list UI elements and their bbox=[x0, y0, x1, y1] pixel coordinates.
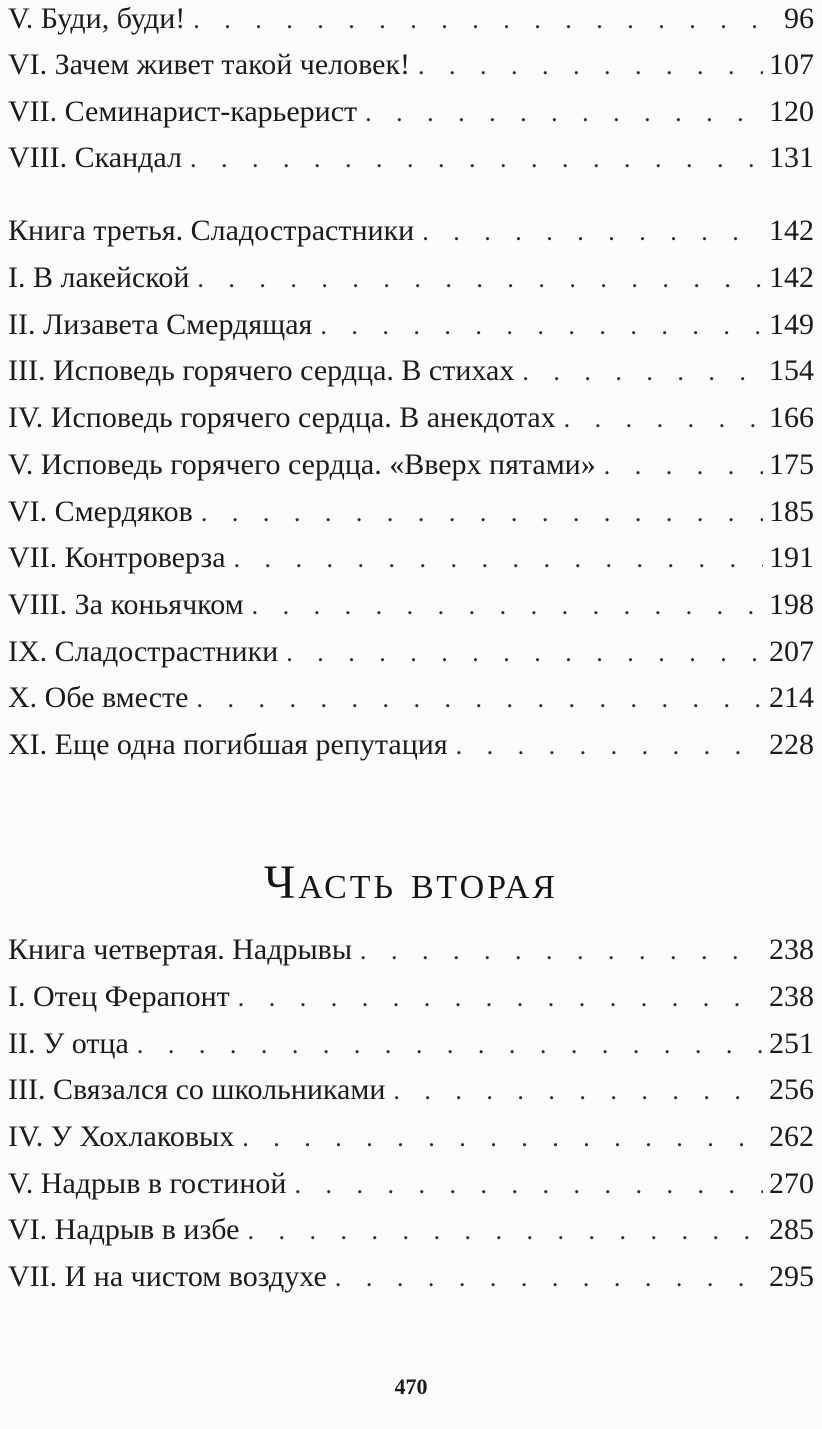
part-heading: Часть вторая bbox=[264, 856, 558, 909]
toc-entry bbox=[8, 1254, 814, 1300]
toc-entry-title: V. Буди, буди! bbox=[8, 2, 186, 35]
toc-entry-page: 142 bbox=[769, 261, 814, 294]
dot-leader bbox=[522, 349, 763, 395]
toc-entry-page: 185 bbox=[769, 495, 814, 528]
toc-entry-page: 149 bbox=[769, 308, 814, 341]
toc-entry bbox=[8, 42, 814, 88]
dot-leader bbox=[564, 396, 763, 442]
toc-entry-title: V. Исповедь горячего сердца. «Вверх пятами» bbox=[8, 448, 596, 481]
dot-leader bbox=[252, 583, 763, 629]
toc-entry bbox=[8, 1207, 814, 1253]
toc-entry-page: 256 bbox=[769, 1073, 814, 1106]
toc-entry-title: II. Лизавета Смердящая bbox=[8, 308, 313, 341]
toc-entry-page: 191 bbox=[769, 541, 814, 574]
dot-leader bbox=[335, 1255, 763, 1301]
toc-entry-title: VI. Зачем живет такой человек! bbox=[8, 48, 411, 81]
toc-entry-title: IV. У Хохлаковых bbox=[8, 1120, 235, 1153]
toc-entry-page: 131 bbox=[769, 141, 814, 174]
toc-entry-title: IX. Сладострастники bbox=[8, 635, 279, 668]
toc-entry-page: 238 bbox=[769, 980, 814, 1013]
toc-entry bbox=[8, 302, 814, 348]
toc-entry bbox=[8, 0, 814, 42]
toc-entry bbox=[8, 89, 814, 135]
toc-entry-page: 295 bbox=[769, 1260, 814, 1293]
toc-entry-page: 107 bbox=[769, 48, 814, 81]
toc-entry-title: VIII. За коньячком bbox=[8, 588, 244, 621]
toc-entry-page: 270 bbox=[769, 1167, 814, 1200]
dot-leader bbox=[456, 723, 763, 769]
toc-entry-title: Книга третья. Сладострастники bbox=[8, 214, 415, 247]
toc-entry-title: VI. Надрыв в избе bbox=[8, 1213, 240, 1246]
toc-entry-title: VI. Смердяков bbox=[8, 495, 193, 528]
toc-entry bbox=[8, 1161, 814, 1207]
dot-leader bbox=[247, 1208, 763, 1254]
toc-entry-title: XI. Еще одна погибшая репутация bbox=[8, 728, 448, 761]
toc-entry-title: IV. Исповедь горячего сердца. В анекдотах bbox=[8, 401, 556, 434]
dot-leader bbox=[320, 303, 763, 349]
toc-entry-page: 198 bbox=[769, 588, 814, 621]
toc-book-heading bbox=[8, 927, 814, 973]
dot-leader bbox=[137, 1022, 763, 1068]
toc-entry bbox=[8, 348, 814, 394]
toc-entry bbox=[8, 135, 814, 181]
dot-leader bbox=[242, 1115, 763, 1161]
dot-leader bbox=[365, 90, 763, 136]
dot-leader bbox=[234, 536, 763, 582]
toc-entry bbox=[8, 582, 814, 628]
toc-entry bbox=[8, 722, 814, 768]
dot-leader bbox=[201, 490, 763, 536]
toc-entry bbox=[8, 255, 814, 301]
toc-entry-page: 251 bbox=[769, 1027, 814, 1060]
dot-leader bbox=[294, 1162, 763, 1208]
toc-entry-title: VII. Контроверза bbox=[8, 541, 226, 574]
dot-leader bbox=[422, 209, 763, 255]
dot-leader bbox=[196, 676, 763, 722]
toc-entry-page: 214 bbox=[769, 681, 814, 714]
dot-leader bbox=[193, 0, 778, 43]
toc-entry bbox=[8, 1114, 814, 1160]
toc-entry bbox=[8, 974, 814, 1020]
toc-entry-title: V. Надрыв в гостиной bbox=[8, 1167, 287, 1200]
toc-entry-page: 207 bbox=[769, 635, 814, 668]
toc-entry-page: 285 bbox=[769, 1213, 814, 1246]
toc-entry bbox=[8, 489, 814, 535]
toc-entry bbox=[8, 395, 814, 441]
toc-entry-title: X. Обе вместе bbox=[8, 681, 189, 714]
toc-entry-page: 175 bbox=[769, 448, 814, 481]
dot-leader bbox=[418, 43, 763, 89]
toc-entry-page: 262 bbox=[769, 1120, 814, 1153]
toc-entry-title: I. Отец Ферапонт bbox=[8, 980, 230, 1013]
toc-book-heading bbox=[8, 208, 814, 254]
toc-entry bbox=[8, 535, 814, 581]
toc-entry-title: VIII. Скандал bbox=[8, 141, 182, 174]
toc-entry-page: 154 bbox=[769, 354, 814, 387]
toc-entry-page: 120 bbox=[769, 95, 814, 128]
dot-leader bbox=[604, 443, 763, 489]
toc-entry-title: VII. Семинарист-карьерист bbox=[8, 95, 358, 128]
toc-entry bbox=[8, 1067, 814, 1113]
dot-leader bbox=[197, 256, 763, 302]
dot-leader bbox=[360, 928, 763, 974]
toc-entry-page: 142 bbox=[769, 214, 814, 247]
toc-entry-page: 238 bbox=[769, 933, 814, 966]
toc-entry bbox=[8, 675, 814, 721]
toc-entry-page: 228 bbox=[769, 728, 814, 761]
toc-entry-page: 96 bbox=[784, 2, 814, 35]
toc-entry-page: 166 bbox=[769, 401, 814, 434]
dot-leader bbox=[393, 1068, 763, 1114]
toc-entry bbox=[8, 442, 814, 488]
toc-entry bbox=[8, 629, 814, 675]
dot-leader bbox=[286, 630, 763, 676]
dot-leader bbox=[238, 975, 763, 1021]
toc-entry-title: III. Исповедь горячего сердца. В стихах bbox=[8, 354, 515, 387]
toc-entry-title: I. В лакейской bbox=[8, 261, 190, 294]
toc-entry-title: Книга четвертая. Надрывы bbox=[8, 933, 352, 966]
page-number: 470 bbox=[394, 1374, 428, 1399]
toc-entry bbox=[8, 1021, 814, 1067]
toc-entry-title: III. Связался со школьниками bbox=[8, 1073, 386, 1106]
dot-leader bbox=[190, 136, 763, 182]
toc-entry-title: VII. И на чистом воздухе bbox=[8, 1260, 327, 1293]
toc-entry-title: II. У отца bbox=[8, 1027, 129, 1060]
